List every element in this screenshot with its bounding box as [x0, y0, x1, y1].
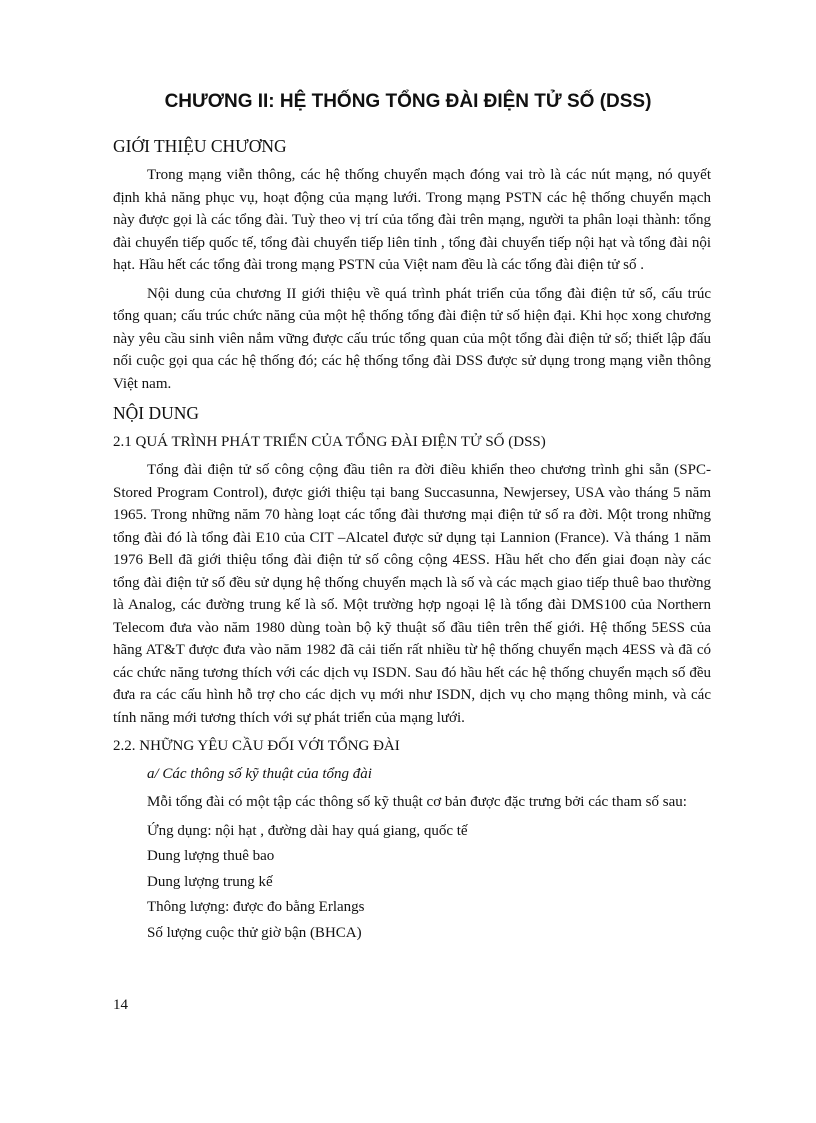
section-2-2-heading: 2.2. NHỮNG YÊU CẦU ĐỐI VỚI TỔNG ĐÀI	[113, 738, 400, 754]
section-2-1-paragraph: Tổng đài điện tử số công cộng đầu tiên ra đời điều khiển theo chương trình ghi sẵn (SPC- Stored Program Control), được giới thiệu tại bang Succasunna, Newjersey, USA vào tháng 5 năm 1965. Trong những năm 70 hàng loạt các tổng đài thương mại điện tử số ra đời. Một trong những tổng đài đó là tổng đài E10 của CIT –Alcatel được sử dụng tại Lannion (France). Và tháng 1 năm 1976 Bell đã giới thiệu tổng đài điện tử số công cộng 4ESS. Hầu hết cho đến giai đoạn này các tổng đài điện tử số đều sử dụng hệ thống chuyển mạch là số và các mạch giao tiếp thuê bao thường là Analog, các đường trung kế là số. Một trường hợp ngoại lệ là tổng đài DMS100 của Northern Telecom đưa vào năm 1980 dùng toàn bộ kỹ thuật số đầu tiên trên thế giới. Hệ thống 5ESS của hãng AT&T được đưa vào năm 1982 đã cải tiến rất nhiều từ hệ thống chuyển mạch 4ESS và đã có các chức năng tương thích với các dịch vụ ISDN. Sau đó hầu hết các hệ thống chuyển mạch số đều đưa ra các cấu hình hỗ trợ cho các dịch vụ mới như ISDN, dịch vụ cho mạng thông minh, và các tính năng mới tương thích với sự phát triển của mạng lưới.	[113, 462, 711, 726]
section-2-1-heading: 2.1 QUÁ TRÌNH PHÁT TRIỂN CỦA TỔNG ĐÀI ĐIỆN TỬ SỐ (DSS)	[113, 434, 546, 450]
parameter-item: Dung lượng thuê bao	[147, 848, 275, 864]
parameter-item: Số lượng cuộc thử giờ bận (BHCA)	[147, 924, 362, 941]
section-2-2-sub-heading: a/ Các thông số kỹ thuật của tổng đài	[147, 766, 372, 782]
intro-paragraph-2: Nội dung của chương II giới thiệu về quá trình phát triển của tổng đài điện tử số, cấu trúc tổng quan; cấu trúc chức năng của một hệ thống tổng đài điện tử số hiện đại. Khi học xong chương này yêu cầu sinh viên nắm vững được cấu trúc tổng quan của một tổng đài điện tử số; thiết lập đấu nối cuộc gọi qua các hệ thống đó; các hệ thống tổng đài DSS được sử dụng trong mạng viễn thông Việt nam.	[113, 285, 711, 392]
section-2-2-paragraph: Mỗi tổng đài có một tập các thông số kỹ thuật cơ bản được đặc trưng bởi các tham số sau:	[147, 794, 687, 810]
intro-heading: GIỚI THIỆU CHƯƠNG	[113, 136, 287, 156]
parameter-item: Dung lượng trung kế	[147, 873, 273, 890]
parameter-item: Ứng dụng: nội hạt , đường dài hay quá giang, quốc tế	[147, 822, 468, 839]
intro-paragraph-1: Trong mạng viễn thông, các hệ thống chuyển mạch đóng vai trò là các nút mạng, nó quyết định khả năng phục vụ, hoạt động của mạng lưới. Trong mạng PSTN các hệ thống chuyển mạch này được gọi là các tổng đài. Tuỳ theo vị trí của tổng đài trên mạng, người ta phân loại thành: tổng đài chuyển tiếp quốc tế, tổng đài chuyển tiếp liên tỉnh , tổng đài chuyển tiếp nội hạt và tổng đài nội hạt. Hầu hết các tổng đài trong mạng PSTN của Việt nam đều là các tổng đài điện tử số .	[113, 167, 711, 273]
page-number: 14	[113, 997, 128, 1013]
parameter-item: Thông lượng: được đo bằng Erlangs	[147, 899, 365, 915]
chapter-title: CHƯƠNG II: HỆ THỐNG TỔNG ĐÀI ĐIỆN TỬ SỐ (DSS)	[164, 91, 652, 112]
content-heading: NỘI DUNG	[113, 403, 200, 423]
page-content	[113, 134, 711, 947]
